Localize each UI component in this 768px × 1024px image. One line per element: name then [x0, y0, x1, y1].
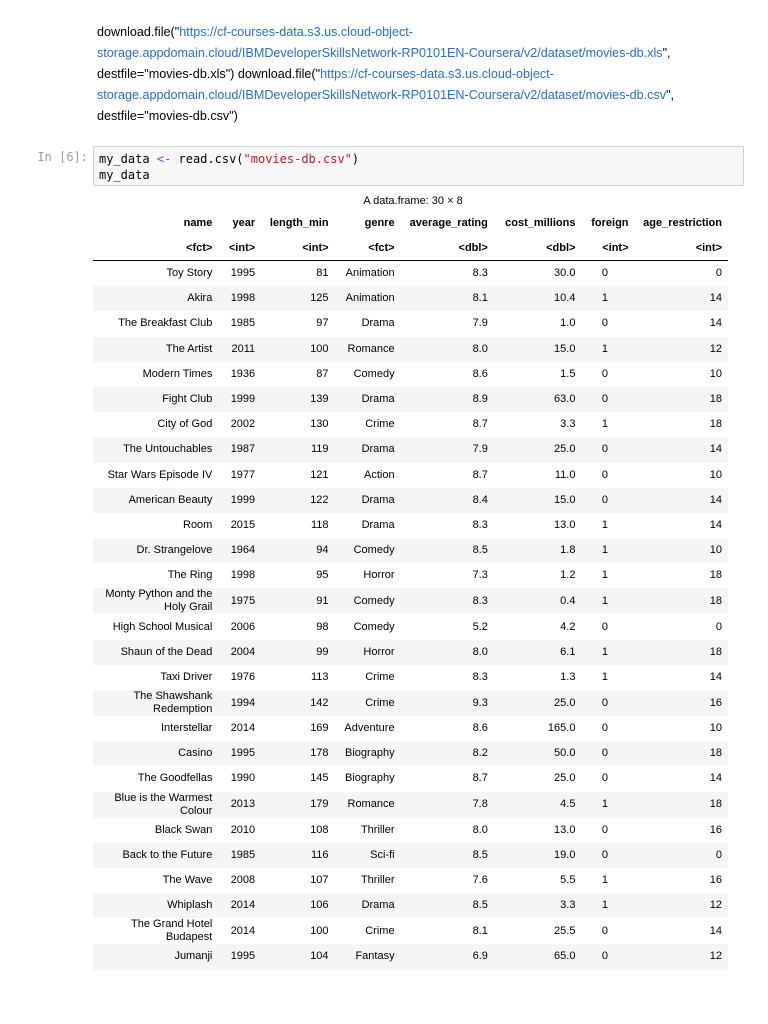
cell-age-restriction: 16: [635, 690, 728, 716]
cell-cost-millions: 25.0: [494, 437, 582, 462]
cell-average-rating: 8.3: [472, 267, 488, 280]
cell-cost-millions: 11.0: [554, 468, 576, 481]
xls-dataset-link[interactable]: https://cf-courses-data.s3.us.cloud-object-storage.appdomain.cloud/IBMDeveloperSkillsNetwork-RP0101EN-Coursera/v2/dataset/movies-db.xls: [97, 25, 663, 60]
cell-average-rating: 8.7: [472, 772, 488, 785]
cell-foreign: 1: [601, 418, 609, 431]
col-type-average-rating: <dbl>: [401, 235, 494, 261]
cell-length-min: 99: [261, 640, 334, 665]
cell-genre: Comedy: [335, 588, 401, 614]
cell-year: 2015: [230, 518, 256, 531]
cell-year: 2014: [230, 924, 256, 937]
table-row: [93, 588, 728, 614]
col-header-name: name: [183, 216, 213, 229]
col-type-age-restriction: <int>: [635, 235, 728, 261]
cell-age-restriction: 10: [709, 367, 722, 380]
cell-foreign: 0: [601, 267, 609, 280]
cell-year: 1995: [230, 267, 256, 280]
cell-year: 1998: [218, 286, 261, 311]
cell-foreign: 0: [581, 387, 634, 412]
table-row: [93, 437, 728, 462]
cell-age-restriction: 18: [709, 569, 722, 582]
cell-cost-millions: 13.0: [554, 518, 576, 531]
cell-year: 2011: [218, 337, 261, 362]
cell-length-min: 142: [261, 690, 334, 716]
cell-name: The Wave: [162, 874, 213, 887]
table-row: [93, 387, 728, 412]
cell-cost-millions: 5.5: [560, 874, 576, 887]
cell-genre: Crime: [365, 418, 395, 431]
cell-length-min: 178: [261, 741, 334, 766]
cell-average-rating: 8.3: [472, 670, 488, 683]
cell-cost-millions: 3.3: [494, 893, 582, 918]
cell-length-min: 98: [316, 620, 329, 633]
cell-year: 1995: [218, 741, 261, 766]
cell-genre: Crime: [365, 924, 395, 937]
cell-cost-millions: 1.8: [494, 538, 582, 563]
cell-genre: Crime: [365, 670, 395, 683]
cell-foreign: 0: [581, 690, 634, 716]
cell-name: Taxi Driver: [160, 670, 213, 683]
table-row: [93, 513, 728, 538]
cell-name: The Grand Hotel Budapest: [131, 918, 213, 944]
table-row: [93, 311, 728, 336]
cell-genre: Animation: [345, 267, 395, 280]
cell-age-restriction: 18: [635, 640, 728, 665]
cell-genre: Comedy: [353, 367, 395, 380]
cell-year: 2014: [218, 893, 261, 918]
cell-average-rating: 8.5: [401, 893, 494, 918]
cell-cost-millions: 1.3: [560, 670, 576, 683]
cell-age-restriction: 16: [709, 874, 722, 887]
cell-year: 1995: [218, 944, 261, 969]
cell-foreign: 0: [581, 741, 634, 766]
input-prompt: In [6]:: [37, 150, 88, 164]
table-row: [93, 918, 728, 944]
table-row: [93, 463, 728, 488]
cell-foreign: 0: [601, 772, 609, 785]
code-assign-operator: <-: [156, 152, 172, 166]
cell-length-min: 87: [316, 367, 329, 380]
cell-name: Jumanji: [93, 944, 218, 969]
cell-foreign: 1: [601, 569, 609, 582]
cell-age-restriction: 10: [709, 468, 722, 481]
col-type-foreign: <int>: [581, 235, 634, 261]
cell-genre: Drama: [335, 893, 401, 918]
cell-cost-millions: 30.0: [554, 267, 576, 280]
cell-name: Fight Club: [93, 387, 218, 412]
cell-cost-millions: 13.0: [554, 823, 576, 836]
table-row: [93, 286, 728, 311]
cell-genre: Comedy: [335, 538, 401, 563]
cell-genre: Thriller: [360, 823, 395, 836]
download-text-1: download.file(": [97, 25, 180, 39]
cell-name: Shaun of the Dead: [93, 640, 218, 665]
table-row: [93, 640, 728, 665]
cell-age-restriction: 18: [635, 741, 728, 766]
dataframe-caption: A data.frame: 30 × 8: [363, 195, 463, 207]
cell-age-restriction: 10: [709, 722, 722, 735]
cell-genre: Crime: [335, 690, 401, 716]
cell-cost-millions: 1.5: [560, 367, 576, 380]
col-header-year: year: [232, 216, 256, 229]
col-header-length-min: length_min: [269, 216, 329, 229]
cell-genre: Romance: [335, 337, 401, 362]
cell-average-rating: 8.4: [401, 488, 494, 513]
cell-length-min: 122: [261, 488, 334, 513]
cell-year: 2004: [218, 640, 261, 665]
cell-age-restriction: 14: [709, 924, 722, 937]
table-row: [93, 944, 728, 969]
cell-age-restriction: 18: [635, 387, 728, 412]
cell-average-rating: 5.2: [472, 620, 488, 633]
cell-genre: Drama: [335, 488, 401, 513]
cell-length-min: 130: [310, 418, 329, 431]
cell-average-rating: 8.0: [401, 337, 494, 362]
cell-cost-millions: 15.0: [494, 337, 582, 362]
cell-year: 2002: [230, 418, 256, 431]
cell-year: 1985: [218, 843, 261, 868]
cell-foreign: 0: [581, 488, 634, 513]
col-type-cost-millions: <dbl>: [494, 235, 582, 261]
cell-name: Interstellar: [160, 722, 213, 735]
cell-foreign: 0: [601, 468, 609, 481]
cell-average-rating: 8.7: [472, 418, 488, 431]
cell-name: Black Swan: [154, 823, 213, 836]
cell-age-restriction: 18: [709, 418, 722, 431]
download-text-2: ", destfile="movies-db.xls") download.file(": [97, 46, 671, 81]
cell-foreign: 0: [601, 620, 609, 633]
cell-length-min: 145: [310, 772, 329, 785]
cell-name: Casino: [93, 741, 218, 766]
code-function: read.csv(: [178, 152, 244, 166]
cell-name: Whiplash: [93, 893, 218, 918]
cell-length-min: 81: [316, 267, 329, 280]
cell-age-restriction: 14: [635, 437, 728, 462]
cell-foreign: 1: [581, 792, 634, 818]
cell-year: 1977: [230, 468, 256, 481]
cell-cost-millions: 50.0: [494, 741, 582, 766]
cell-length-min: 91: [261, 588, 334, 614]
col-type-year: <int>: [218, 235, 261, 261]
col-header-age-restriction: age_restriction: [643, 216, 722, 229]
table-row: [93, 665, 728, 690]
table-row: [93, 362, 728, 387]
cell-average-rating: 8.3: [401, 588, 494, 614]
cell-year: 1998: [230, 569, 256, 582]
cell-average-rating: 7.6: [472, 874, 488, 887]
cell-year: 2010: [230, 823, 256, 836]
cell-name: The Breakfast Club: [118, 317, 213, 330]
cell-cost-millions: 4.5: [494, 792, 582, 818]
cell-average-rating: 8.2: [401, 741, 494, 766]
cell-cost-millions: 19.0: [494, 843, 582, 868]
table-row: [93, 614, 728, 639]
dataframe-body: [93, 261, 728, 970]
cell-foreign: 1: [581, 538, 634, 563]
table-row: [93, 741, 728, 766]
cell-length-min: 104: [261, 944, 334, 969]
cell-average-rating: 8.9: [401, 387, 494, 412]
cell-average-rating: 9.3: [401, 690, 494, 716]
cell-name: Back to the Future: [93, 843, 218, 868]
cell-average-rating: 8.6: [472, 367, 488, 380]
cell-average-rating: 7.8: [401, 792, 494, 818]
cell-name: Room: [183, 518, 213, 531]
code-var: my_data: [99, 152, 150, 166]
cell-name: The Untouchables: [93, 437, 218, 462]
cell-cost-millions: 1.2: [560, 569, 576, 582]
cell-average-rating: 8.6: [472, 722, 488, 735]
cell-cost-millions: 15.0: [494, 488, 582, 513]
table-row: [93, 412, 728, 437]
cell-genre: Drama: [361, 317, 395, 330]
cell-length-min: 106: [261, 893, 334, 918]
cell-average-rating: 7.9: [401, 437, 494, 462]
cell-age-restriction: 14: [709, 772, 722, 785]
cell-name: The Artist: [93, 337, 218, 362]
cell-year: 1990: [230, 772, 256, 785]
cell-foreign: 1: [601, 874, 609, 887]
cell-length-min: 125: [261, 286, 334, 311]
cell-cost-millions: 25.5: [554, 924, 576, 937]
cell-age-restriction: 0: [715, 620, 722, 633]
cell-year: 2013: [218, 792, 261, 818]
cell-cost-millions: 165.0: [547, 722, 576, 735]
cell-name: The Goodfellas: [137, 772, 213, 785]
cell-length-min: 97: [316, 317, 329, 330]
cell-cost-millions: 4.2: [560, 620, 576, 633]
cell-age-restriction: 18: [635, 588, 728, 614]
cell-genre: Fantasy: [335, 944, 401, 969]
cell-year: 1994: [218, 690, 261, 716]
cell-foreign: 0: [581, 944, 634, 969]
cell-average-rating: 7.3: [472, 569, 488, 582]
cell-cost-millions: 6.1: [494, 640, 582, 665]
cell-year: 1976: [230, 670, 256, 683]
cell-year: 1936: [230, 367, 256, 380]
cell-length-min: 169: [310, 722, 329, 735]
cell-length-min: 139: [261, 387, 334, 412]
cell-name: High School Musical: [112, 620, 213, 633]
code-line-1: [99, 151, 738, 167]
cell-average-rating: 8.1: [401, 286, 494, 311]
cell-name: Blue is the Warmest Colour: [93, 792, 218, 818]
cell-average-rating: 8.3: [472, 518, 488, 531]
table-row: [93, 261, 728, 287]
cell-age-restriction: 12: [635, 944, 728, 969]
cell-year: 1975: [218, 588, 261, 614]
cell-length-min: 100: [310, 924, 329, 937]
cell-name: American Beauty: [93, 488, 218, 513]
cell-genre: Drama: [335, 437, 401, 462]
cell-age-restriction: 0: [635, 843, 728, 868]
cell-genre: Animation: [335, 286, 401, 311]
cell-length-min: 95: [316, 569, 329, 582]
cell-genre: Drama: [361, 518, 395, 531]
cell-age-restriction: 12: [635, 893, 728, 918]
cell-genre: Drama: [335, 387, 401, 412]
cell-length-min: 94: [261, 538, 334, 563]
column-type-row: [93, 235, 728, 261]
cell-age-restriction: 14: [709, 317, 722, 330]
cell-age-restriction: 0: [715, 267, 722, 280]
cell-foreign: 1: [581, 588, 634, 614]
cell-genre: Comedy: [353, 620, 395, 633]
cell-year: 2006: [230, 620, 256, 633]
cell-average-rating: 6.9: [401, 944, 494, 969]
cell-foreign: 1: [581, 893, 634, 918]
cell-average-rating: 8.5: [401, 538, 494, 563]
cell-foreign: 0: [581, 437, 634, 462]
cell-foreign: 0: [601, 924, 609, 937]
cell-length-min: 107: [310, 874, 329, 887]
cell-foreign: 1: [581, 337, 634, 362]
cell-name: Dr. Strangelove: [93, 538, 218, 563]
cell-length-min: 179: [261, 792, 334, 818]
cell-year: 2014: [230, 722, 256, 735]
cell-foreign: 1: [601, 518, 609, 531]
cell-genre: Horror: [363, 569, 395, 582]
cell-year: 1987: [218, 437, 261, 462]
cell-average-rating: 8.7: [472, 468, 488, 481]
cell-name: Star Wars Episode IV: [107, 468, 213, 481]
cell-cost-millions: 3.3: [560, 418, 576, 431]
cell-genre: Adventure: [344, 722, 395, 735]
cell-name: Akira: [93, 286, 218, 311]
dataframe-table: [93, 210, 728, 970]
csv-dataset-link[interactable]: https://cf-courses-data.s3.us.cloud-object-storage.appdomain.cloud/IBMDeveloperSkillsNetwork-RP0101EN-Coursera/v2/dataset/movies-db.csv: [97, 67, 667, 102]
column-header-row: [93, 210, 728, 235]
cell-name: Modern Times: [142, 367, 213, 380]
cell-year: 1985: [230, 317, 256, 330]
cell-genre: Sci-fi: [335, 843, 401, 868]
download-text-3: ", destfile="movies-db.csv"): [97, 88, 675, 123]
cell-foreign: 0: [581, 843, 634, 868]
cell-length-min: 119: [261, 437, 334, 462]
cell-foreign: 1: [581, 640, 634, 665]
cell-length-min: 113: [311, 670, 329, 683]
cell-genre: Action: [364, 468, 395, 481]
table-row: [93, 843, 728, 868]
cell-foreign: 0: [601, 722, 609, 735]
cell-genre: Thriller: [360, 874, 395, 887]
cell-average-rating: 8.1: [472, 924, 488, 937]
markdown-cell: [97, 22, 717, 127]
table-row: [93, 716, 728, 741]
cell-age-restriction: 16: [709, 823, 722, 836]
cell-age-restriction: 14: [709, 670, 722, 683]
table-row: [93, 868, 728, 893]
table-row: [93, 818, 728, 843]
cell-age-restriction: 12: [635, 337, 728, 362]
cell-genre: Biography: [335, 741, 401, 766]
cell-average-rating: 7.9: [472, 317, 488, 330]
output-area: [93, 192, 733, 970]
cell-age-restriction: 14: [635, 286, 728, 311]
table-row: [93, 337, 728, 362]
cell-foreign: 0: [601, 317, 609, 330]
cell-year: 1999: [218, 387, 261, 412]
cell-cost-millions: 0.4: [494, 588, 582, 614]
cell-length-min: 116: [261, 843, 334, 868]
cell-year: 1999: [218, 488, 261, 513]
cell-age-restriction: 14: [635, 488, 728, 513]
cell-cost-millions: 1.0: [560, 317, 576, 330]
cell-length-min: 121: [310, 468, 329, 481]
cell-age-restriction: 14: [709, 518, 722, 531]
cell-cost-millions: 25.0: [554, 772, 576, 785]
cell-cost-millions: 65.0: [494, 944, 582, 969]
cell-genre: Romance: [335, 792, 401, 818]
cell-cost-millions: 10.4: [494, 286, 582, 311]
cell-age-restriction: 18: [635, 792, 728, 818]
table-row: [93, 893, 728, 918]
cell-foreign: 1: [581, 286, 634, 311]
cell-name: Toy Story: [166, 267, 213, 280]
cell-cost-millions: 63.0: [494, 387, 582, 412]
table-row: [93, 538, 728, 563]
cell-foreign: 0: [601, 823, 609, 836]
col-type-genre: <fct>: [335, 235, 401, 261]
cell-genre: Horror: [335, 640, 401, 665]
table-row: [93, 690, 728, 716]
cell-average-rating: 8.5: [401, 843, 494, 868]
table-row: [93, 766, 728, 791]
code-close-paren: ): [351, 152, 360, 166]
cell-foreign: 1: [601, 670, 609, 683]
cell-average-rating: 8.0: [472, 823, 488, 836]
cell-name: The Ring: [167, 569, 213, 582]
cell-average-rating: 8.0: [401, 640, 494, 665]
cell-length-min: 108: [310, 823, 329, 836]
col-header-foreign: foreign: [591, 216, 629, 229]
cell-name: The Shawshank Redemption: [93, 690, 218, 716]
cell-cost-millions: 25.0: [494, 690, 582, 716]
col-header-genre: genre: [364, 216, 395, 229]
col-type-length-min: <int>: [261, 235, 334, 261]
code-line-2: my_data: [99, 168, 150, 182]
table-row: [93, 792, 728, 818]
cell-length-min: 100: [261, 337, 334, 362]
code-cell-input[interactable]: [93, 146, 744, 186]
cell-length-min: 118: [311, 518, 329, 531]
code-string: "movies-db.csv": [243, 152, 352, 166]
cell-year: 1964: [218, 538, 261, 563]
cell-year: 2008: [230, 874, 256, 887]
table-row: [93, 488, 728, 513]
table-row: [93, 563, 728, 588]
cell-genre: Biography: [345, 772, 395, 785]
col-header-cost-millions: cost_millions: [505, 216, 576, 229]
cell-foreign: 0: [601, 367, 609, 380]
col-type-name: <fct>: [93, 235, 218, 261]
col-header-average-rating: average_rating: [409, 216, 488, 229]
cell-name: City of God: [157, 418, 213, 431]
cell-age-restriction: 10: [635, 538, 728, 563]
cell-name: Monty Python and the Holy Grail: [93, 588, 218, 614]
